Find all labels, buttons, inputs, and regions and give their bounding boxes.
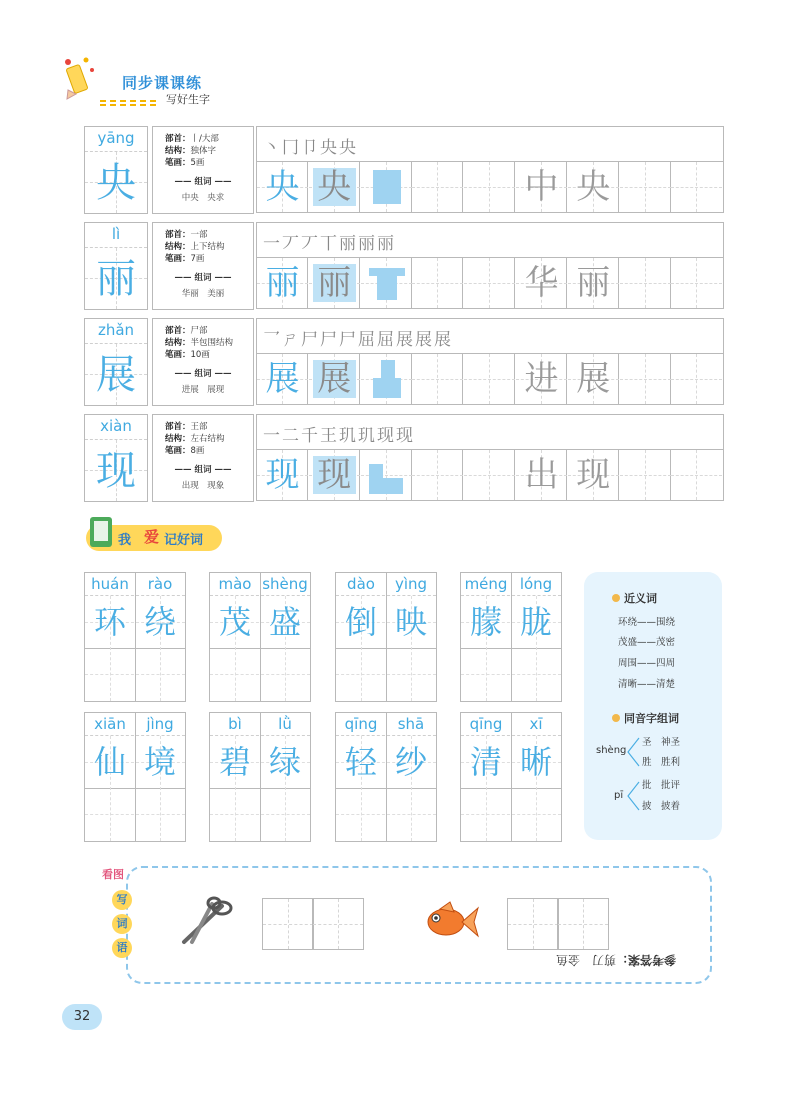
trace-char: 现 xyxy=(317,455,352,495)
writing-cell[interactable] xyxy=(210,649,260,701)
stroke-count: 7画 xyxy=(190,254,205,264)
bulb-icon xyxy=(612,714,620,722)
example-words: 出现 现象 xyxy=(181,481,225,491)
homophone-word: 圣 神圣 xyxy=(642,737,681,748)
practice-cell[interactable] xyxy=(257,258,308,308)
word-box xyxy=(84,572,186,702)
section-banner xyxy=(86,525,222,551)
banner-text: 记好词 xyxy=(164,533,204,548)
homophone-pinyin: pī xyxy=(614,790,624,801)
stroke-order: 一丆丆丅丽丽丽 xyxy=(263,234,396,254)
char-pinyin: xiàn xyxy=(100,417,132,435)
model-char: 央 xyxy=(265,167,300,207)
practice-cell[interactable] xyxy=(568,354,619,404)
radical: 王部 xyxy=(190,422,208,432)
zuci-label: —— 组词 —— xyxy=(174,465,232,475)
writing-cell[interactable] xyxy=(135,649,185,701)
practice-cell[interactable] xyxy=(620,354,671,404)
banner-text: 我 xyxy=(118,533,132,548)
answer-cell[interactable] xyxy=(262,898,314,950)
word-char: 茂 xyxy=(218,603,251,641)
practice-cell[interactable] xyxy=(671,258,722,308)
practice-cell[interactable] xyxy=(671,354,722,404)
practice-cell[interactable] xyxy=(620,162,671,212)
writing-cell[interactable] xyxy=(336,649,386,701)
look-label: 看图 xyxy=(102,868,124,881)
component-shape xyxy=(381,360,395,378)
char-row xyxy=(84,318,722,406)
word-box xyxy=(209,712,311,842)
word-pinyin: lǜ xyxy=(278,715,292,733)
synonym-pair: 清晰——清楚 xyxy=(618,679,676,690)
header-title: 同步课课练 xyxy=(122,74,203,92)
practice-cell[interactable] xyxy=(568,258,619,308)
stroke-order: 乛ㄕ尸尸尸屈屈展展展 xyxy=(263,330,453,350)
practice-cell[interactable] xyxy=(361,258,412,308)
practice-cell[interactable] xyxy=(361,450,412,500)
big-char: 丽 xyxy=(96,256,136,302)
writing-cell[interactable] xyxy=(386,649,436,701)
word-tips-panel xyxy=(584,572,722,840)
word-char: 绿 xyxy=(268,743,301,781)
answer-cell[interactable] xyxy=(557,898,609,950)
practice-cell[interactable] xyxy=(412,354,463,404)
tag-char: 语 xyxy=(112,938,132,958)
homophone-word: 胜 胜利 xyxy=(642,757,681,768)
char-pinyin: yāng xyxy=(97,129,135,147)
goldfish-icon xyxy=(424,900,480,950)
scissors-icon xyxy=(178,896,234,950)
pencil-mascot-icon xyxy=(58,52,98,100)
component-shape xyxy=(377,276,397,300)
stroke-order-box xyxy=(256,222,724,258)
word-char: 仙 xyxy=(93,743,126,781)
word-pinyin: dào xyxy=(347,575,375,593)
book-icon xyxy=(90,517,112,547)
word-char: 现 xyxy=(576,455,611,495)
char-row xyxy=(84,414,722,502)
synonym-pair: 周围——四周 xyxy=(618,658,676,669)
practice-cell[interactable] xyxy=(516,162,567,212)
homophone-word: 披 披着 xyxy=(642,801,681,812)
stroke-count: 10画 xyxy=(190,350,210,360)
writing-cell[interactable] xyxy=(461,789,511,841)
word-char: 轻 xyxy=(344,743,377,781)
structure: 左右结构 xyxy=(190,434,225,444)
header-subtitle: 写好生字 xyxy=(166,93,210,106)
practice-grid xyxy=(256,162,724,213)
char-row xyxy=(84,126,722,214)
word-box xyxy=(209,572,311,702)
example-words: 华丽 美丽 xyxy=(181,289,225,299)
char-info: 部首：丨/大部 结构：独体字 笔画：5画 —— 组词 —— 中央 央求 xyxy=(152,126,254,214)
homophone-word: 批 批评 xyxy=(642,780,681,791)
brace-icon xyxy=(626,736,640,768)
word-pinyin: xī xyxy=(529,715,543,733)
word-pinyin: yìng xyxy=(394,575,428,593)
practice-cell[interactable] xyxy=(412,258,463,308)
practice-cell[interactable] xyxy=(257,354,308,404)
component-shape xyxy=(369,268,405,276)
word-char: 展 xyxy=(576,359,611,399)
word-char: 盛 xyxy=(268,603,301,641)
word-char: 央 xyxy=(576,167,611,207)
big-char: 展 xyxy=(96,352,136,398)
writing-cell[interactable] xyxy=(511,789,561,841)
char-pinyin: lì xyxy=(111,225,121,243)
word-pinyin: jìng xyxy=(146,715,174,733)
practice-cell[interactable] xyxy=(620,258,671,308)
homophone-heading: 同音字组词 xyxy=(612,710,679,726)
component-shape xyxy=(373,170,401,204)
practice-cell[interactable] xyxy=(671,162,722,212)
reference-answer xyxy=(556,952,676,969)
writing-cell[interactable] xyxy=(386,789,436,841)
word-pinyin: mào xyxy=(218,575,252,593)
component-shape xyxy=(369,464,383,494)
answer-label: 参考答案： xyxy=(616,953,677,967)
stroke-order: 丶冂⼙央央 xyxy=(263,138,358,158)
stroke-count: 8画 xyxy=(190,446,205,456)
char-pinyin: zhǎn xyxy=(97,321,135,339)
stroke-order-box xyxy=(256,318,724,354)
synonym-pair: 环绕——围绕 xyxy=(618,617,676,628)
word-pinyin: méng xyxy=(464,575,508,593)
radical: 丨/大部 xyxy=(190,134,219,144)
word-pinyin: shā xyxy=(397,715,425,733)
word-char: 环 xyxy=(93,603,126,641)
practice-cell[interactable] xyxy=(412,450,463,500)
word-pinyin: rào xyxy=(147,575,173,593)
word-box xyxy=(460,572,562,702)
stroke-order-box xyxy=(256,414,724,450)
char-box xyxy=(84,222,148,310)
word-char: 胧 xyxy=(519,603,552,641)
component-shape xyxy=(373,378,401,398)
big-char: 央 xyxy=(96,160,136,206)
practice-cell[interactable] xyxy=(516,354,567,404)
word-char: 朦 xyxy=(469,603,502,641)
practice-cell[interactable] xyxy=(464,162,515,212)
zuci-label: —— 组词 —— xyxy=(174,273,232,283)
example-words: 进展 展现 xyxy=(181,385,225,395)
word-char: 纱 xyxy=(394,743,427,781)
char-row xyxy=(84,222,722,310)
banner-text: 爱 xyxy=(144,528,160,546)
practice-cell[interactable] xyxy=(309,450,360,500)
example-words: 中央 央求 xyxy=(181,193,225,203)
stroke-order: 一二千王玑玑现现 xyxy=(263,426,415,446)
radical: 一部 xyxy=(190,230,208,240)
model-char: 现 xyxy=(265,455,300,495)
practice-grid xyxy=(256,258,724,309)
synonym-pair: 茂盛——茂密 xyxy=(618,637,676,648)
practice-cell[interactable] xyxy=(620,450,671,500)
word-pinyin: qīng xyxy=(344,715,378,733)
header-decoration xyxy=(100,100,156,102)
practice-cell[interactable] xyxy=(464,354,515,404)
word-pinyin: lóng xyxy=(519,575,553,593)
practice-cell[interactable] xyxy=(257,162,308,212)
brace-icon xyxy=(626,780,640,812)
word-char: 出 xyxy=(524,455,559,495)
writing-cell[interactable] xyxy=(210,789,260,841)
practice-cell[interactable] xyxy=(361,354,412,404)
answer-text: 剪刀 金鱼 xyxy=(556,953,617,967)
zuci-label: —— 组词 —— xyxy=(174,177,232,187)
practice-cell[interactable] xyxy=(257,450,308,500)
practice-cell[interactable] xyxy=(361,162,412,212)
word-box xyxy=(460,712,562,842)
char-box xyxy=(84,126,148,214)
word-char: 倒 xyxy=(344,603,377,641)
practice-cell[interactable] xyxy=(309,162,360,212)
char-info: 部首：一部 结构：上下结构 笔画：7画 —— 组词 —— 华丽 美丽 xyxy=(152,222,254,310)
word-pinyin: xiān xyxy=(94,715,126,733)
stroke-count: 5画 xyxy=(190,158,205,168)
synonyms-heading: 近义词 xyxy=(612,590,657,606)
writing-cell[interactable] xyxy=(85,789,135,841)
word-char: 进 xyxy=(524,359,559,399)
word-box xyxy=(84,712,186,842)
word-char: 中 xyxy=(524,167,559,207)
char-box xyxy=(84,414,148,502)
trace-char: 央 xyxy=(317,167,352,207)
practice-cell[interactable] xyxy=(516,258,567,308)
structure: 半包围结构 xyxy=(190,338,234,348)
char-info: 部首：王部 结构：左右结构 笔画：8画 —— 组词 —— 出现 现象 xyxy=(152,414,254,502)
word-pinyin: bì xyxy=(228,715,242,733)
model-char: 丽 xyxy=(265,263,300,303)
char-box xyxy=(84,318,148,406)
homophone-pinyin: shèng xyxy=(596,745,627,756)
header-decoration xyxy=(100,104,156,106)
radical: 尸部 xyxy=(190,326,208,336)
practice-cell[interactable] xyxy=(464,450,515,500)
bulb-icon xyxy=(612,594,620,602)
big-char: 现 xyxy=(96,448,136,494)
model-char: 展 xyxy=(265,359,300,399)
writing-cell[interactable] xyxy=(85,649,135,701)
word-char: 碧 xyxy=(218,743,251,781)
practice-cell[interactable] xyxy=(671,450,722,500)
trace-char: 丽 xyxy=(317,263,352,303)
tag-char: 写 xyxy=(112,890,132,910)
practice-grid xyxy=(256,450,724,501)
word-pinyin: huán xyxy=(91,575,129,593)
practice-grid xyxy=(256,354,724,405)
stroke-order-box xyxy=(256,126,724,162)
practice-cell[interactable] xyxy=(568,450,619,500)
writing-cell[interactable] xyxy=(260,789,310,841)
practice-cell[interactable] xyxy=(309,258,360,308)
word-char: 境 xyxy=(143,743,176,781)
structure: 独体字 xyxy=(190,146,217,156)
word-char: 绕 xyxy=(143,603,176,641)
structure: 上下结构 xyxy=(190,242,225,252)
practice-cell[interactable] xyxy=(464,258,515,308)
practice-cell[interactable] xyxy=(516,450,567,500)
writing-cell[interactable] xyxy=(336,789,386,841)
component-shape xyxy=(383,478,403,494)
word-box xyxy=(335,572,437,702)
tag-char: 词 xyxy=(112,914,132,934)
char-info: 部首：尸部 结构：半包围结构 笔画：10画 —— 组词 —— 进展 展现 xyxy=(152,318,254,406)
answer-cell[interactable] xyxy=(312,898,364,950)
word-char: 清 xyxy=(469,743,502,781)
zuci-label: —— 组词 —— xyxy=(174,369,232,379)
writing-cell[interactable] xyxy=(135,789,185,841)
word-pinyin: qīng xyxy=(469,715,503,733)
writing-cell[interactable] xyxy=(511,649,561,701)
word-char: 华 xyxy=(524,263,559,303)
page-number: 32 xyxy=(62,1004,102,1030)
word-box xyxy=(335,712,437,842)
look-and-write-tag xyxy=(102,866,136,962)
word-char: 丽 xyxy=(576,263,611,303)
word-char: 晰 xyxy=(519,743,552,781)
writing-cell[interactable] xyxy=(260,649,310,701)
practice-cell[interactable] xyxy=(309,354,360,404)
word-char: 映 xyxy=(394,603,427,641)
word-pinyin: shèng xyxy=(262,575,308,593)
practice-cell[interactable] xyxy=(568,162,619,212)
trace-char: 展 xyxy=(317,359,352,399)
practice-cell[interactable] xyxy=(412,162,463,212)
writing-cell[interactable] xyxy=(461,649,511,701)
answer-cell[interactable] xyxy=(507,898,559,950)
